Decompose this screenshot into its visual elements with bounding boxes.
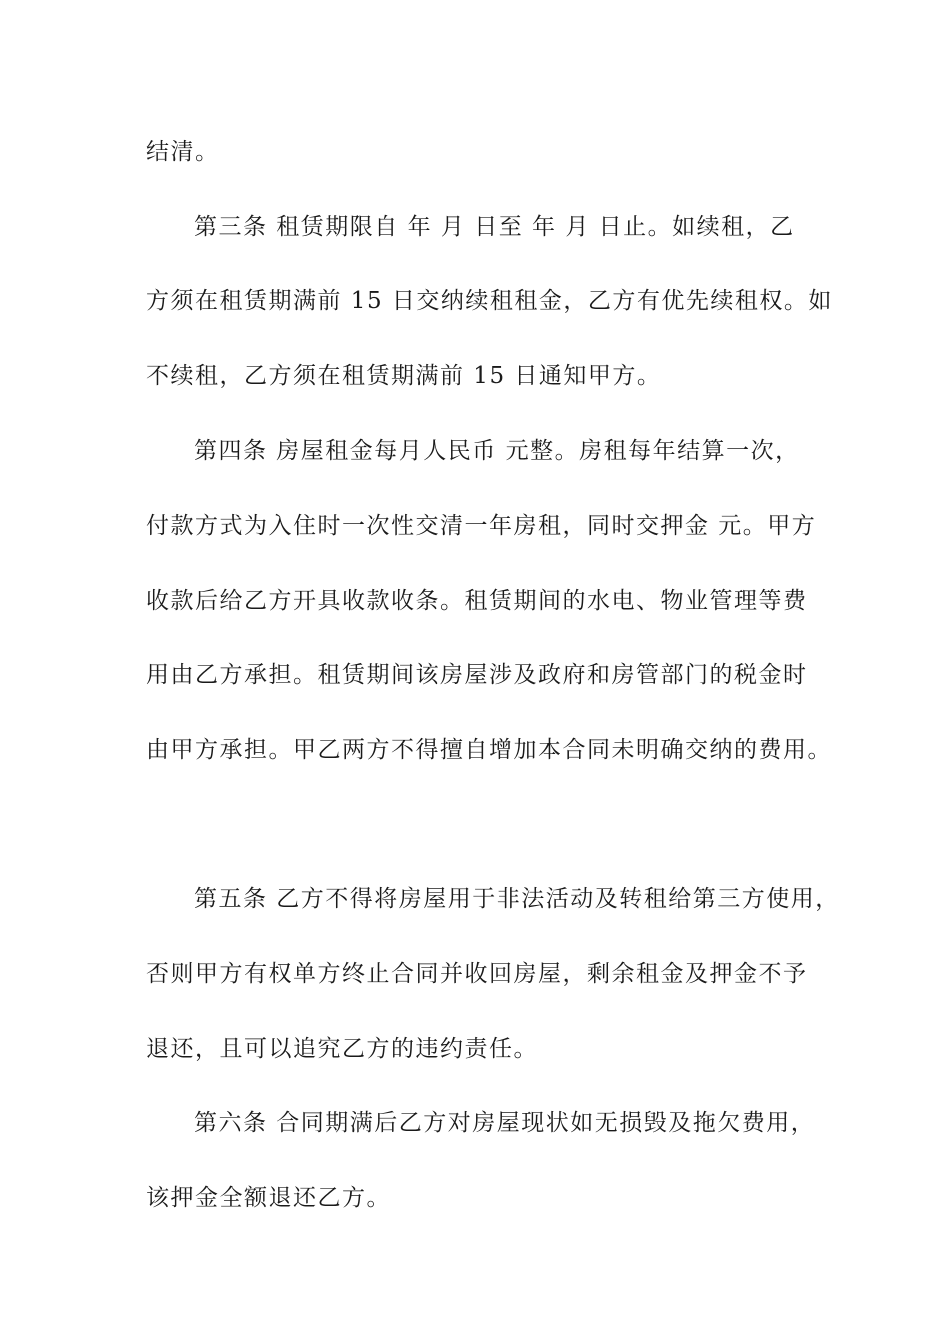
clause-4-line: 第四条 房屋租金每月人民币 元整。房租每年结算一次，	[194, 438, 800, 464]
text-line: 该押金全额退还乙方。	[146, 1185, 391, 1211]
text-line: 付款方式为入住时一次性交清一年房租，同时交押金 元。甲方	[146, 513, 817, 539]
text-line: 用由乙方承担。租赁期间该房屋涉及政府和房管部门的税金时	[146, 662, 808, 688]
clause-5-line: 第五条 乙方不得将房屋用于非法活动及转租给第三方使用，	[194, 886, 840, 912]
clause-3-line: 第三条 租赁期限自 年 月 日至 年 月 日止。如续租，乙	[194, 214, 795, 240]
text-line: 收款后给乙方开具收款收条。租赁期间的水电、物业管理等费	[146, 588, 808, 614]
text-line: 否则甲方有权单方终止合同并收回房屋，剩余租金及押金不予	[146, 961, 808, 987]
clause-6-line: 第六条 合同期满后乙方对房屋现状如无损毁及拖欠费用，	[194, 1110, 816, 1136]
text-line: 退还，且可以追究乙方的违约责任。	[146, 1036, 538, 1062]
text-line: 方须在租赁期满前 15 日交纳续租租金，乙方有优先续租权。如	[146, 288, 833, 314]
text-line: 不续租，乙方须在租赁期满前 15 日通知甲方。	[146, 363, 662, 389]
text-line: 由甲方承担。甲乙两方不得擅自增加本合同未明确交纳的费用。	[146, 737, 832, 763]
text-line: 结清。	[146, 139, 220, 165]
